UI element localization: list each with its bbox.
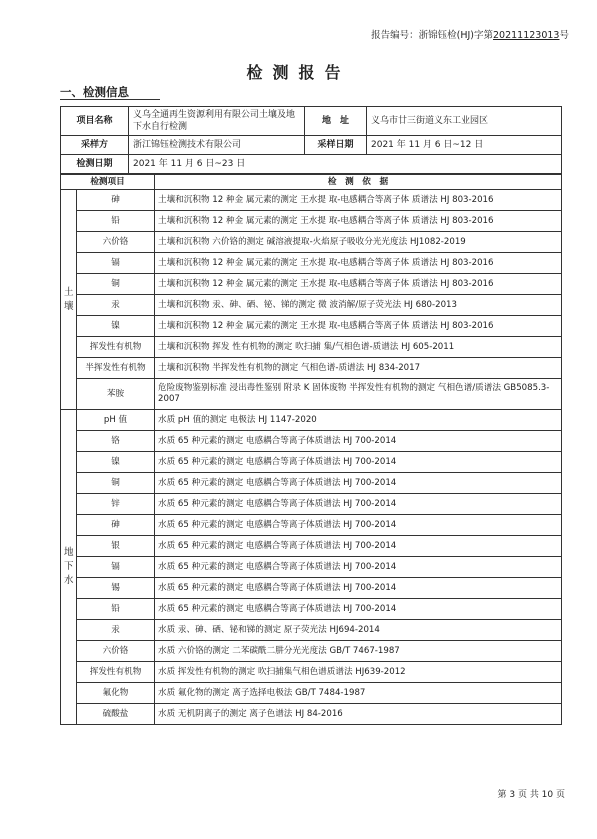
test-method: 水质 65 种元素的测定 电感耦合等离子体质谱法 HJ 700-2014 [155,515,562,536]
table-row [61,536,562,557]
table-row [61,431,562,452]
test-date-value: 2021 年 11 月 6 日~23 日 [129,155,562,174]
report-number-value: 20211123013 [492,30,560,41]
sampler-value: 浙江锦钰检测技术有限公司 [129,136,305,155]
test-method: 水质 65 种元素的测定 电感耦合等离子体质谱法 HJ 700-2014 [155,452,562,473]
info-row-sampler [61,136,562,155]
test-method: 土壤和沉积物 汞、砷、硒、铋、锑的测定 微 波消解/原子荧光法 HJ 680-2013 [155,295,562,316]
table-row [61,232,562,253]
test-method: 水质 汞、砷、硒、铋和锑的测定 原子荧光法 HJ694-2014 [155,620,562,641]
table-row [61,494,562,515]
address-label: 地 址 [305,107,367,136]
methods-header-row [61,175,562,190]
test-item: 铅 [77,599,155,620]
test-item: 六价铬 [77,232,155,253]
test-item: 铅 [77,211,155,232]
table-row [61,253,562,274]
test-method: 土壤和沉积物 12 种金 属元素的测定 王水提 取-电感耦合等离子体 质谱法 HJ 803-2016 [155,190,562,211]
report-number-label: 报告编号：浙锦钰检(HJ)字第 [371,30,493,41]
report-number [371,27,569,41]
test-method: 水质 65 种元素的测定 电感耦合等离子体质谱法 HJ 700-2014 [155,473,562,494]
test-item: 镉 [77,253,155,274]
test-item: 苯胺 [77,379,155,410]
test-item: 氟化物 [77,683,155,704]
test-item: 硫酸盐 [77,704,155,725]
test-method: 土壤和沉积物 12 种金 属元素的测定 王水提 取-电感耦合等离子体 质谱法 HJ 803-2016 [155,211,562,232]
test-method: 土壤和沉积物 半挥发性有机物的测定 气相色谱-质谱法 HJ 834-2017 [155,358,562,379]
test-method: 土壤和沉积物 12 种金 属元素的测定 王水提 取-电感耦合等离子体 质谱法 HJ 803-2016 [155,274,562,295]
section-rule [60,99,160,100]
test-method: 水质 65 种元素的测定 电感耦合等离子体质谱法 HJ 700-2014 [155,494,562,515]
test-method: 水质 65 种元素的测定 电感耦合等离子体质谱法 HJ 700-2014 [155,431,562,452]
soil-group-label: 土壤 [61,190,77,410]
table-row [61,337,562,358]
project-label: 项目名称 [61,107,129,136]
report-number-suffix: 号 [559,30,569,41]
test-item: 汞 [77,620,155,641]
info-row-project [61,107,562,136]
address-value: 义乌市廿三街道义东工业园区 [367,107,562,136]
table-row [61,295,562,316]
table-row [61,452,562,473]
test-method: 水质 65 种元素的测定 电感耦合等离子体质谱法 HJ 700-2014 [155,599,562,620]
table-row [61,410,562,431]
test-item: 银 [77,536,155,557]
water-group-label: 地下水 [61,410,77,725]
column-header-method: 检 测 依 据 [155,175,562,190]
methods-table [60,174,562,725]
table-row [61,473,562,494]
test-method: 水质 65 种元素的测定 电感耦合等离子体质谱法 HJ 700-2014 [155,536,562,557]
sampler-label: 采样方 [61,136,129,155]
test-item: 砷 [77,515,155,536]
test-method: 水质 氟化物的测定 离子选择电极法 GB/T 7484-1987 [155,683,562,704]
test-method: 土壤和沉积物 12 种金 属元素的测定 王水提 取-电感耦合等离子体 质谱法 HJ 803-2016 [155,253,562,274]
test-item: 镉 [77,557,155,578]
table-row [61,211,562,232]
project-value: 义乌全通再生资源利用有限公司土壤及地下水自行检测 [129,107,305,136]
table-row [61,557,562,578]
test-item: 砷 [77,190,155,211]
test-item: 镍 [77,452,155,473]
sample-date-label: 采样日期 [305,136,367,155]
table-row [61,358,562,379]
table-row [61,620,562,641]
test-method: 水质 无机阴离子的测定 离子色谱法 HJ 84-2016 [155,704,562,725]
test-item: 锌 [77,494,155,515]
table-row [61,683,562,704]
test-method: 水质 六价铬的测定 二苯碳酰二肼分光光度法 GB/T 7467-1987 [155,641,562,662]
table-row [61,599,562,620]
page-number: 第 3 页 共 10 页 [497,790,565,800]
table-row [61,274,562,295]
table-row [61,662,562,683]
test-date-label: 检测日期 [61,155,129,174]
test-method: 水质 65 种元素的测定 电感耦合等离子体质谱法 HJ 700-2014 [155,578,562,599]
table-row [61,190,562,211]
table-row [61,379,562,410]
page-title: 检测报告 [246,63,351,82]
test-method: 水质 pH 值的测定 电极法 HJ 1147-2020 [155,410,562,431]
table-row [61,515,562,536]
table-row [61,704,562,725]
test-item: 镍 [77,316,155,337]
test-item: 半挥发性有机物 [77,358,155,379]
section-title: 一、检测信息 [60,85,129,99]
sample-date-value: 2021 年 11 月 6 日~12 日 [367,136,562,155]
test-item: 挥发性有机物 [77,337,155,358]
test-method: 土壤和沉积物 12 种金 属元素的测定 王水提 取-电感耦合等离子体 质谱法 HJ 803-2016 [155,316,562,337]
test-method: 土壤和沉积物 挥发 性有机物的测定 吹扫捕 集/气相色谱-质谱法 HJ 605-2011 [155,337,562,358]
test-item: 铜 [77,274,155,295]
test-item: 六价铬 [77,641,155,662]
table-row [61,316,562,337]
test-method: 土壤和沉积物 六价铬的测定 碱溶液提取-火焰原子吸收分光光度法 HJ1082-2019 [155,232,562,253]
test-method: 危险废物鉴别标准 浸出毒性鉴别 附录 K 固体废物 半挥发性有机物的测定 气相色谱/质谱法 GB5085.3- 2007 [155,379,562,410]
test-item: 铜 [77,473,155,494]
test-item: 锡 [77,578,155,599]
test-item: 汞 [77,295,155,316]
info-row-test-date [61,155,562,174]
table-row [61,641,562,662]
test-item: 铬 [77,431,155,452]
test-item: pH 值 [77,410,155,431]
table-row [61,578,562,599]
column-header-item: 检测项目 [61,175,155,190]
test-item: 挥发性有机物 [77,662,155,683]
test-method: 水质 65 种元素的测定 电感耦合等离子体质谱法 HJ 700-2014 [155,557,562,578]
info-table [60,106,562,174]
test-method: 水质 挥发性有机物的测定 吹扫捕集气相色谱质谱法 HJ639-2012 [155,662,562,683]
